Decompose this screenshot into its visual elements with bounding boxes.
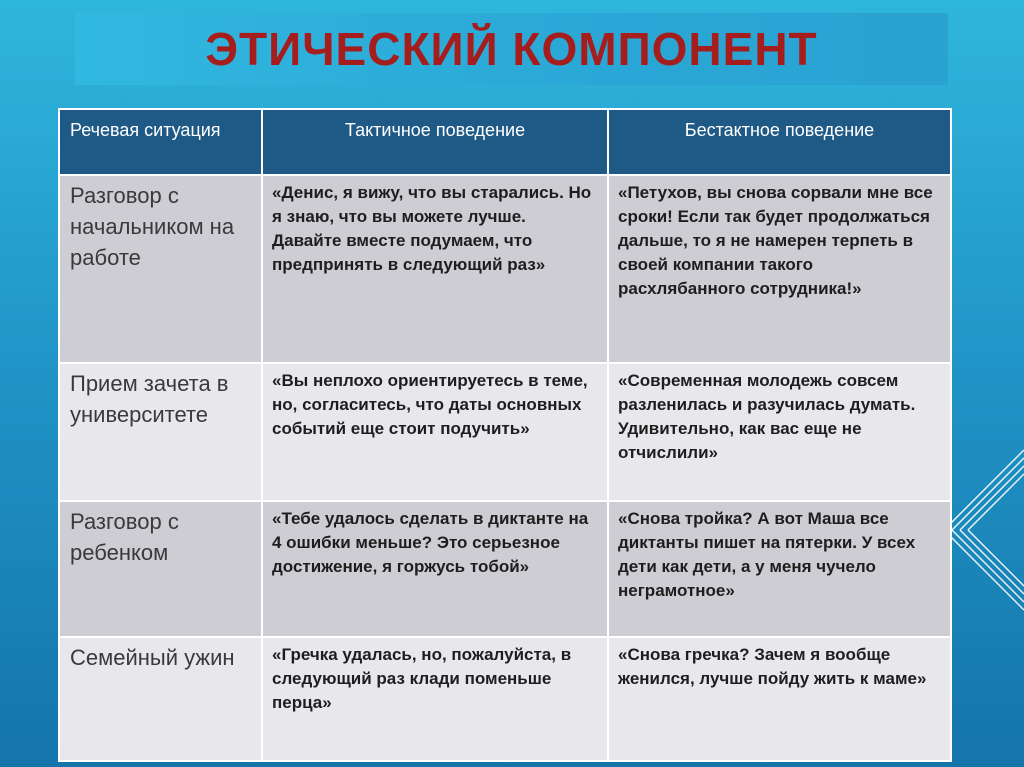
table-row bbox=[59, 637, 951, 761]
tactless-cell: «Петухов, вы снова сорвали мне все сроки! Если так будет продолжаться дальше, то я не намерен терпеть в своей компании такого расхлябанного сотрудника!» bbox=[608, 175, 951, 363]
ethics-table bbox=[58, 108, 952, 762]
situation-cell: Разговор с ребенком bbox=[59, 501, 262, 637]
header-situation: Речевая ситуация bbox=[59, 109, 262, 175]
situation-cell: Семейный ужин bbox=[59, 637, 262, 761]
tactless-cell: «Современная молодежь совсем разленилась и разучилась думать. Удивительно, как вас еще не отчислили» bbox=[608, 363, 951, 501]
header-tactless: Бестактное поведение bbox=[608, 109, 951, 175]
table-row bbox=[59, 175, 951, 363]
page-title: ЭТИЧЕСКИЙ КОМПОНЕНТ bbox=[205, 23, 818, 75]
situation-cell: Разговор с начальником на работе bbox=[59, 175, 262, 363]
tactless-cell: «Снова тройка? А вот Маша все диктанты пишет на пятерки. У всех дети как дети, а у меня чучело неграмотное» bbox=[608, 501, 951, 637]
table-row bbox=[59, 501, 951, 637]
tactful-cell: «Гречка удалась, но, пожалуйста, в следующий раз клади поменьше перца» bbox=[262, 637, 608, 761]
tactless-cell: «Снова гречка? Зачем я вообще женился, лучше пойду жить к маме» bbox=[608, 637, 951, 761]
table-row bbox=[59, 363, 951, 501]
tactful-cell: «Денис, я вижу, что вы старались. Но я знаю, что вы можете лучше. Давайте вместе подумаем, что предпринять в следующий раз» bbox=[262, 175, 608, 363]
tactful-cell: «Тебе удалось сделать в диктанте на 4 ошибки меньше? Это серьезное достижение, я горжусь тобой» bbox=[262, 501, 608, 637]
header-tactful: Тактичное поведение bbox=[262, 109, 608, 175]
tactful-cell: «Вы неплохо ориентируетесь в теме, но, согласитесь, что даты основных событий еще стоит подучить» bbox=[262, 363, 608, 501]
title-bar bbox=[75, 13, 948, 85]
table-header-row bbox=[59, 109, 951, 175]
situation-cell: Прием зачета в университете bbox=[59, 363, 262, 501]
